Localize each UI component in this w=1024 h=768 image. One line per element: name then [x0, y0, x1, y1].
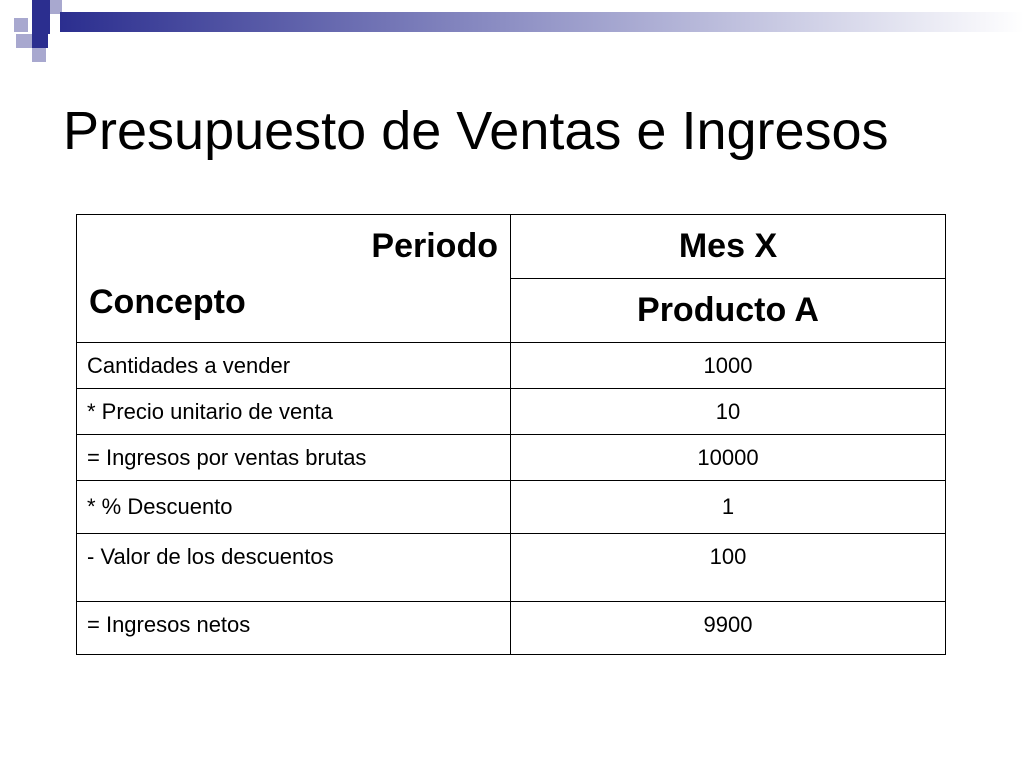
corner-header-cell	[77, 215, 511, 343]
header-gradient-band	[60, 12, 1024, 32]
row-label: * % Descuento	[77, 481, 511, 534]
row-value: 100	[511, 534, 946, 602]
decor-square-light-4	[32, 48, 46, 62]
table-row	[77, 602, 946, 655]
row-label: = Ingresos netos	[77, 602, 511, 655]
row-value: 9900	[511, 602, 946, 655]
slide-title: Presupuesto de Ventas e Ingresos	[63, 101, 889, 161]
row-label: Cantidades a vender	[77, 343, 511, 389]
row-value: 10000	[511, 435, 946, 481]
budget-table	[76, 214, 946, 655]
table-row	[77, 389, 946, 435]
corner-concept-label: Concepto	[89, 283, 246, 321]
table-row	[77, 343, 946, 389]
row-value: 1000	[511, 343, 946, 389]
product-header: Producto A	[511, 279, 946, 343]
period-header: Mes X	[511, 215, 946, 279]
decor-square-light-1	[14, 18, 28, 32]
row-label: - Valor de los descuentos	[77, 534, 511, 602]
table-row	[77, 481, 946, 534]
corner-period-label: Periodo	[371, 227, 498, 265]
row-value: 1	[511, 481, 946, 534]
table-header-row-period	[77, 215, 946, 279]
table-row	[77, 534, 946, 602]
table-row	[77, 435, 946, 481]
decor-square-dark-2	[32, 34, 48, 48]
decor-square-light-3	[16, 34, 32, 48]
row-label: * Precio unitario de venta	[77, 389, 511, 435]
decor-square-dark-1	[32, 0, 50, 34]
row-value: 10	[511, 389, 946, 435]
row-label: = Ingresos por ventas brutas	[77, 435, 511, 481]
